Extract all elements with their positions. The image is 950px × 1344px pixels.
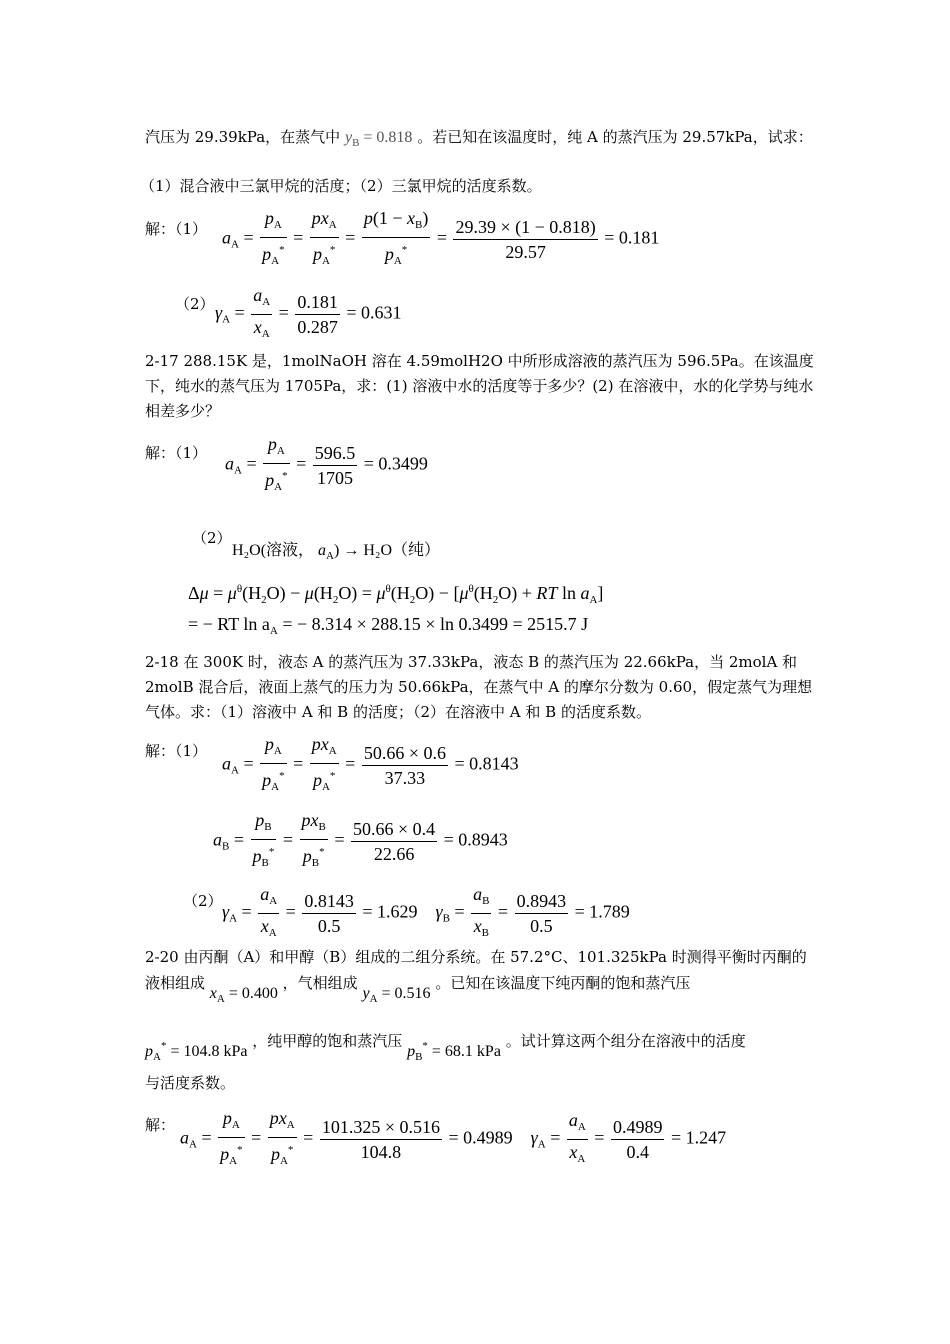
equation-2-18-aA: $a_A$ = $\frac{p_A}{p_A^*}$ = $\frac{px_A}{p_A^*}$ = $\frac{50.66 \times 0.6}{37.33}$ = 0.8143 bbox=[222, 734, 519, 793]
problem-2-20-line1: 2-20 由丙酮（A）和甲醇（B）组成的二组分系统。在 57.2°C、101.325kPa 时测得平衡时丙酮的 bbox=[145, 948, 807, 966]
solution-2-17-label: 解：（1） bbox=[145, 444, 208, 462]
problem-2-20-line4: 与活度系数。 bbox=[145, 1074, 236, 1092]
equation-2-20: $a_A$ = $\frac{p_A}{p_A^*}$ = $\frac{px_A}{p_A^*}$ = $\frac{101.325 \times 0.516}{104.8}$ = 0.4989 $\gamma_A$ = $\frac{a_A}{x_A}$ = $\frac{0.4989}{0.4}$ = 1.247 bbox=[180, 1108, 727, 1167]
problem-2-18: 2-18 在 300K 时，液态 A 的蒸汽压为 37.33kPa，液态 B 的蒸汽压为 22.66kPa，当 2molA 和 2molB 混合后，液面上蒸气的压力为 50.66kPa，在蒸气中 A 的摩尔分数为 0.60，假定蒸气为理想气体。求：（1）溶液中 A 和 B 的活度；（2）在溶液中 A 和 B 的活度系数。 bbox=[145, 653, 813, 721]
solution-2-18-part2: （2） bbox=[183, 892, 223, 910]
solution-2-17-part2: （2） bbox=[192, 529, 232, 547]
solution-label-1: 解：（1） bbox=[145, 220, 208, 238]
problem-2-20-line2: 液相组成 $x_A = 0.400$ ，气相组成 $y_A = 0.516$ 。已知在该温度下纯丙酮的饱和蒸汽压 bbox=[145, 974, 691, 1005]
question-line: （1）混合液中三氯甲烷的活度；（2）三氯甲烷的活度系数。 bbox=[140, 177, 542, 195]
problem-2-17: 2-17 288.15K 是，1molNaOH 溶在 4.59molH2O 中所形成溶液的蒸汽压为 596.5Pa。在该温度下，纯水的蒸气压为 1705Pa，求：(1) 溶液中水的活度等于多少？(2) 在溶液中，水的化学势与纯水相差多少？ bbox=[145, 352, 814, 420]
equation-2-18-gamma: $\gamma_A$ = $\frac{a_A}{x_A}$ = $\frac{0.8143}{0.5}$ = 1.629 $\gamma_B$ = $\frac{a_B}{x_B}$ = $\frac{0.8943}{0.5}$ = 1.789 bbox=[222, 884, 630, 939]
equation-2-17-delta-mu: $\Delta\mu = \mu^\theta(H_2O) - \mu(H_2O) = \mu^\theta(H_2O) - [\mu^\theta(H_2O)$ + RT $\ln a_A$] bbox=[188, 583, 604, 606]
equation-gammaA-top: $\gamma_A$ = $\frac{a_A}{x_A}$ = $\frac{0.181}{0.287}$ = 0.631 bbox=[215, 285, 402, 340]
reaction-2-17: H₂O(溶液， $a_A) \to H_2O$（纯） bbox=[232, 542, 441, 562]
text-line-1: 汽压为 29.39kPa，在蒸气中 $y_B = 0.818$ 。若已知在该温度时，纯 A 的蒸汽压为 29.57kPa，试求： bbox=[145, 128, 813, 149]
problem-2-20-line3: $p_A^* = 104.8$ kPa ，纯甲醇的饱和蒸汽压 $p_B^* = 68.1$ kPa 。试计算这两个组分在溶液中的活度 bbox=[145, 1032, 746, 1063]
solution-2-20-label: 解： bbox=[145, 1116, 176, 1134]
equation-2-17-result: = − RT $\ln a_A$ = − 8.314 × 288.15 × ln 0.3499 = 2515.7 J bbox=[188, 614, 589, 637]
equation-2-18-aB: $a_B$ = $\frac{p_B}{p_B^*}$ = $\frac{px_B}{p_B^*}$ = $\frac{50.66 \times 0.4}{22.66}$ = 0.8943 bbox=[213, 810, 508, 869]
equation-2-17-aA: $a_A$ = $\frac{p_A}{p_A^*}$ = $\frac{596.5}{1705}$ = 0.3499 bbox=[225, 434, 428, 493]
solution-label-2: （2） bbox=[175, 295, 215, 313]
solution-2-18-label: 解：（1） bbox=[145, 742, 208, 760]
eq-yB: $y_B = 0.818$ bbox=[344, 129, 413, 149]
equation-aA-top: $a_A$ = $\frac{p_A}{p_A^*}$ = $\frac{px_A}{p_A^*}$ = $\frac{p(1 - x_B)}{p_A^*}$ = $\frac{29.39 \times (1 - 0.818)}{29.57}$ = 0.181 bbox=[222, 208, 660, 267]
